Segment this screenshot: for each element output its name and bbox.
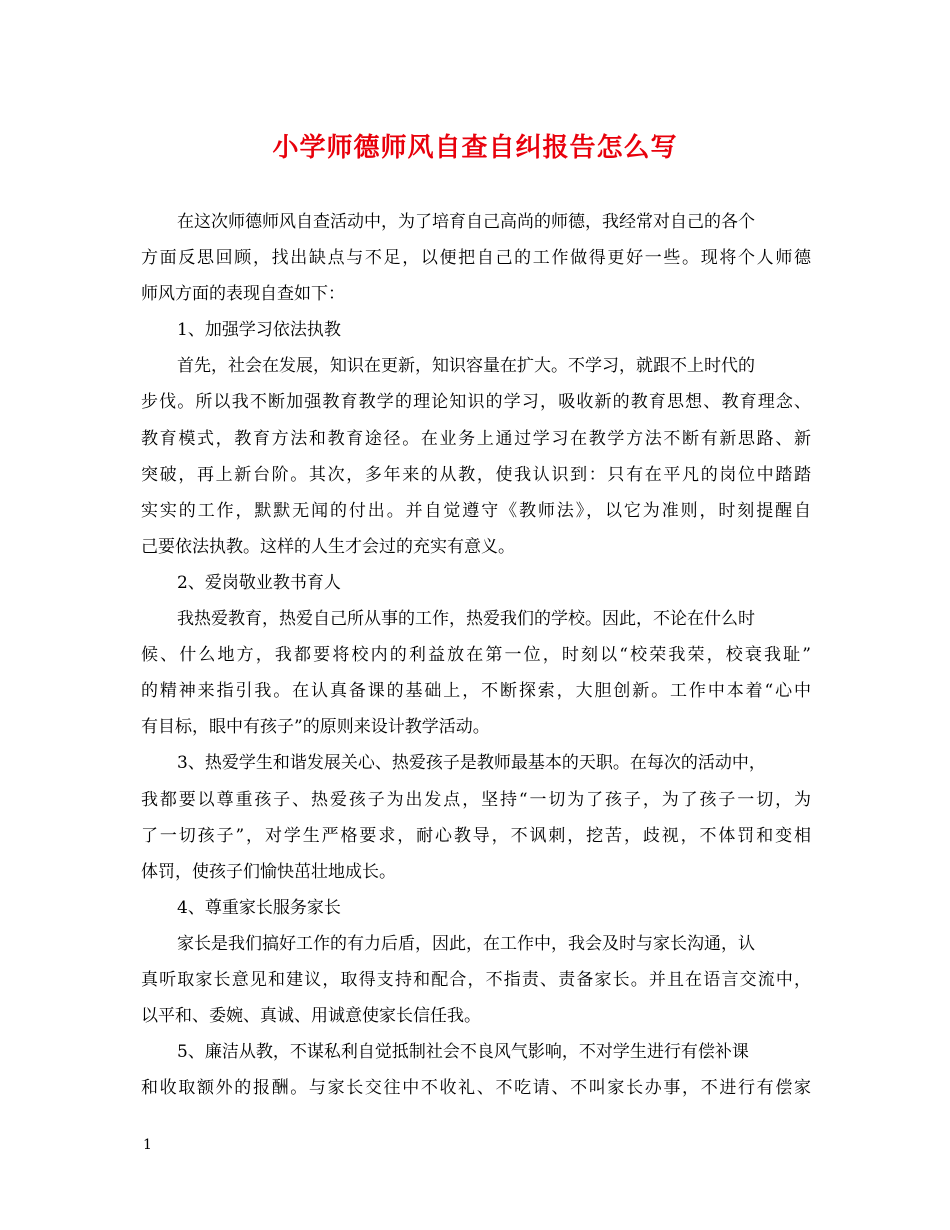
paragraph-line: 有目标，眼中有孩子”的原则来设计教学活动。 — [141, 717, 490, 738]
paragraph-line: 首先，社会在发展，知识在更新，知识容量在扩大。不学习，就跟不上时代的 — [177, 356, 755, 377]
paragraph-line: 己要依法执教。这样的人生才会过的充实有意义。 — [141, 536, 515, 557]
document-title: 小学师德师风自查自纠报告怎么写 — [272, 133, 678, 163]
paragraph-line: 实实的工作，默默无闻的付出。并自觉遵守《教师法》，以它为准则，时刻提醒自 — [141, 500, 811, 521]
paragraph-line: 我都要以尊重孩子、热爱孩子为出发点，坚持“一切为了孩子，为了孩子一切，为 — [141, 789, 811, 810]
paragraph-line: 候、什么地方，我都要将校内的利益放在第一位，时刻以“校荣我荣，校衰我耻” — [141, 645, 811, 666]
paragraph-line: 以平和、委婉、真诚、用诚意使家长信任我。 — [141, 1006, 481, 1027]
paragraph-line: 在这次师德师风自查活动中，为了培育自己高尚的师德，我经常对自己的各个 — [177, 212, 755, 232]
page-number: 1 — [143, 1137, 152, 1153]
paragraph-line: 真听取家长意见和建议，取得支持和配合，不指责、责备家长。并且在语言交流中， — [141, 969, 811, 990]
paragraph-line: 方面反思回顾，找出缺点与不足，以便把自己的工作做得更好一些。现将个人师德 — [141, 248, 811, 269]
section-heading: 1、加强学习依法执教 — [177, 320, 341, 341]
paragraph-line: 体罚，使孩子们愉快茁壮地成长。 — [141, 861, 396, 882]
document-body — [141, 204, 811, 1106]
paragraph-line: 我热爱教育，热爱自己所从事的工作，热爱我们的学校。因此，不论在什么时 — [177, 609, 755, 630]
paragraph-line: 3、热爱学生和谐发展关心、热爱孩子是教师最基本的天职。在每次的活动中， — [177, 753, 766, 774]
paragraph-line: 的精神来指引我。在认真备课的基础上，不断探索，大胆创新。工作中本着“心中 — [141, 681, 811, 702]
paragraph-line: 教育模式，教育方法和教育途径。在业务上通过学习在教学方法不断有新思路、新 — [141, 428, 811, 449]
paragraph-line: 家长是我们搞好工作的有力后盾，因此，在工作中，我会及时与家长沟通，认 — [177, 933, 755, 954]
paragraph-line: 和收取额外的报酬。与家长交往中不收礼、不吃请、不叫家长办事，不进行有偿家 — [141, 1078, 811, 1099]
paragraph-line: 师风方面的表现自查如下： — [141, 284, 345, 305]
paragraph-line: 突破，再上新台阶。其次，多年来的从教，使我认识到：只有在平凡的岗位中踏踏 — [141, 464, 811, 485]
section-heading: 2、爱岗敬业教书育人 — [177, 572, 341, 593]
paragraph-line: 了一切孩子”，对学生严格要求，耐心教导，不讽刺，挖苦，歧视，不体罚和变相 — [141, 825, 811, 846]
section-heading: 4、尊重家长服务家长 — [177, 897, 341, 918]
paragraph-line: 5、廉洁从教，不谋私利自觉抵制社会不良风气影响，不对学生进行有偿补课 — [177, 1042, 749, 1063]
paragraph-line: 步伐。所以我不断加强教育教学的理论知识的学习，吸收新的教育思想、教育理念、 — [141, 392, 811, 413]
